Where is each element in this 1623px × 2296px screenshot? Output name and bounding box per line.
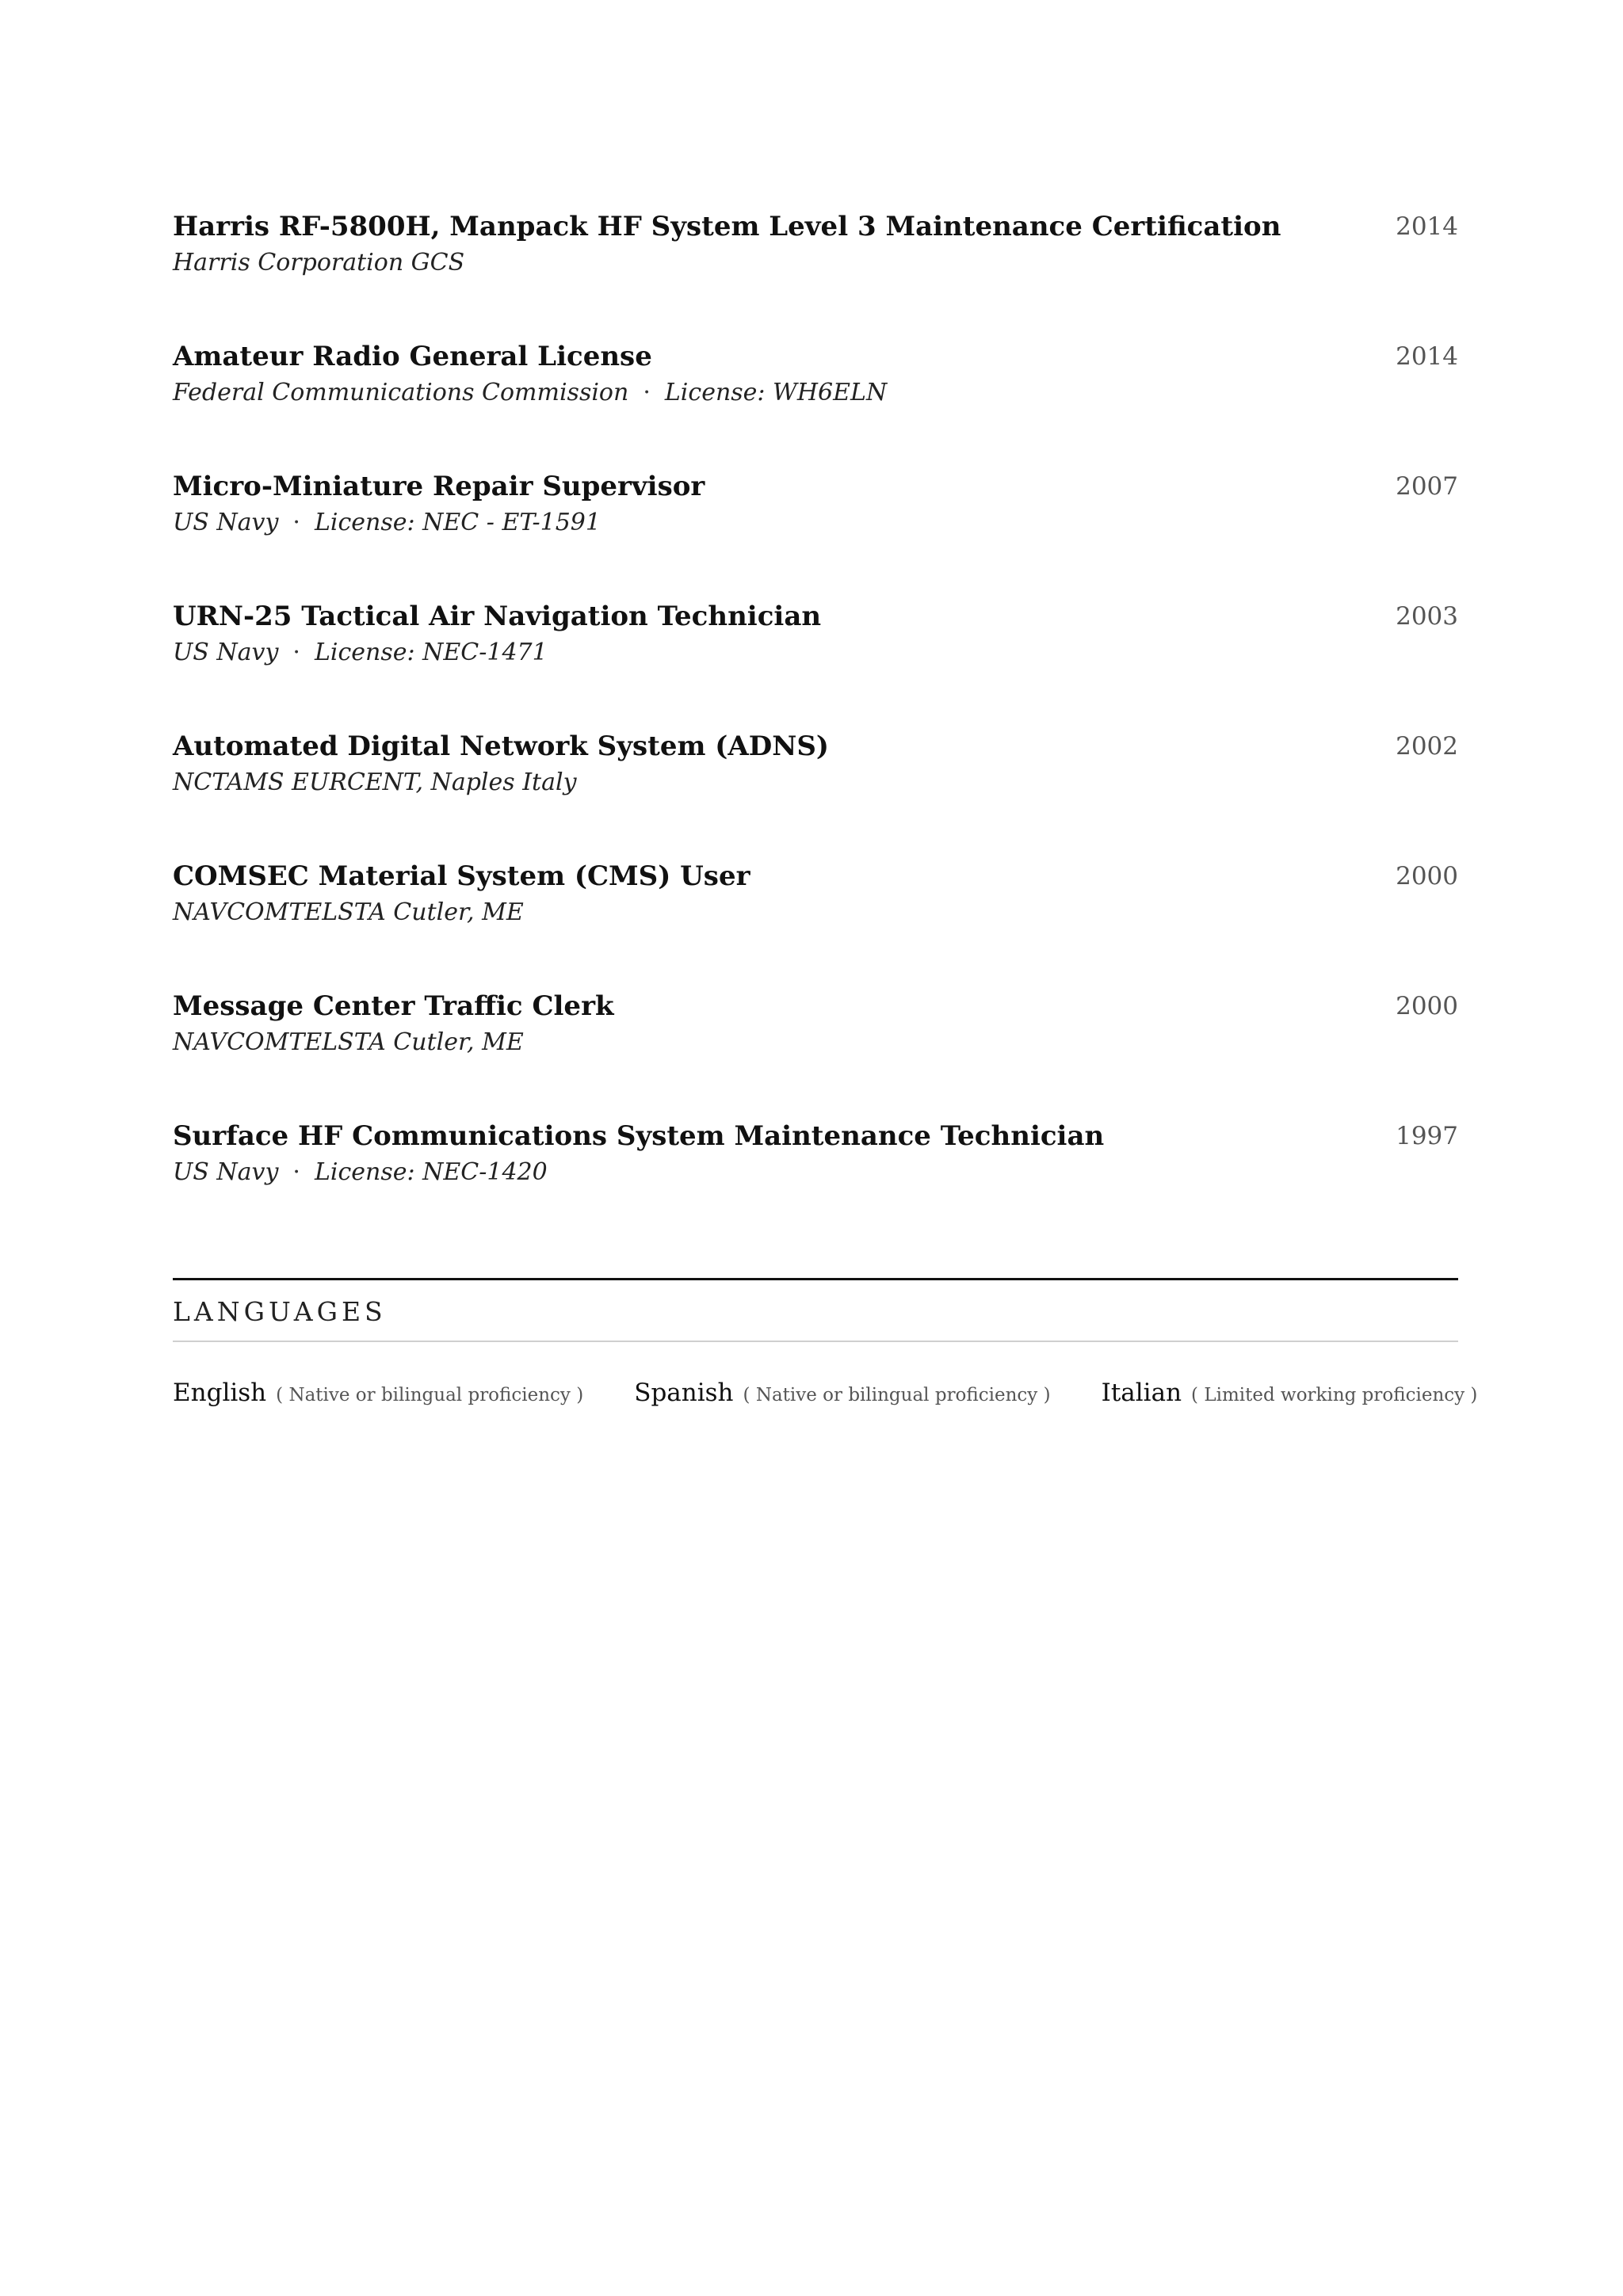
certification-list [173,208,1458,1247]
certification-meta [173,765,1458,800]
certification-year: 2014 [1396,212,1458,241]
certification-meta [173,505,1458,540]
language-name: Italian [1101,1379,1182,1407]
language-proficiency: ( Native or bilingual proficiency ) [743,1385,1051,1405]
certification-issuer: NAVCOMTELSTA Cutler, ME [173,1028,524,1056]
certification-item [173,338,1458,467]
certification-title: Amateur Radio General License [173,341,652,372]
certification-issuer: NAVCOMTELSTA Cutler, ME [173,898,524,926]
certification-title: COMSEC Material System (CMS) User [173,860,750,892]
language-item [173,1379,583,1407]
meta-separator: · [292,639,300,666]
certification-item [173,467,1458,597]
certification-item [173,987,1458,1117]
certification-license: License: NEC-1471 [314,639,548,666]
certification-item [173,1117,1458,1247]
certification-license: License: NEC-1420 [314,1158,548,1186]
certifications-section [173,208,1458,1247]
certification-title: Automated Digital Network System (ADNS) [173,730,829,762]
certification-year: 2014 [1396,342,1458,371]
language-list [173,1379,1478,1407]
certification-meta [173,1025,1458,1060]
heading-underline [173,1341,1458,1342]
certification-title: URN-25 Tactical Air Navigation Technician [173,601,822,632]
languages-heading: LANGUAGES [173,1296,387,1327]
language-proficiency: ( Native or bilingual proficiency ) [276,1385,584,1405]
certification-issuer: Federal Communications Commission [173,379,629,406]
certification-title: Surface HF Communications System Maintenance Technician [173,1120,1105,1152]
certification-license: License: NEC - ET-1591 [314,509,601,536]
certification-license: License: WH6ELN [664,379,888,406]
certification-meta [173,1155,1458,1190]
language-proficiency: ( Limited working proficiency ) [1191,1385,1478,1405]
certification-item [173,597,1458,727]
certification-meta [173,895,1458,930]
certification-year: 2007 [1396,472,1458,501]
section-divider [173,1278,1458,1280]
certification-year: 2000 [1396,992,1458,1020]
meta-separator: · [643,379,651,406]
meta-separator: · [292,509,300,536]
certification-year: 2000 [1396,862,1458,891]
certification-issuer: Harris Corporation GCS [173,249,465,277]
certification-item [173,208,1458,338]
certification-year: 1997 [1396,1122,1458,1150]
certification-issuer: NCTAMS EURCENT, Naples Italy [173,769,577,796]
certification-issuer: US Navy [173,639,279,666]
certification-title: Micro-Miniature Repair Supervisor [173,471,705,502]
meta-separator: · [292,1158,300,1186]
language-item [634,1379,1050,1407]
certification-year: 2003 [1396,602,1458,631]
language-name: Spanish [634,1379,734,1407]
certification-title: Message Center Traffic Clerk [173,990,614,1022]
certification-meta [173,376,1458,410]
languages-section [173,1278,1478,1407]
certification-meta [173,246,1458,280]
certification-issuer: US Navy [173,1158,279,1186]
language-name: English [173,1379,267,1407]
certification-title: Harris RF-5800H, Manpack HF System Level 3 Maintenance Certification [173,211,1281,242]
certification-year: 2002 [1396,732,1458,761]
certification-item [173,857,1458,987]
certification-issuer: US Navy [173,509,279,536]
certification-item [173,727,1458,857]
certification-meta [173,635,1458,670]
language-item [1102,1379,1478,1407]
